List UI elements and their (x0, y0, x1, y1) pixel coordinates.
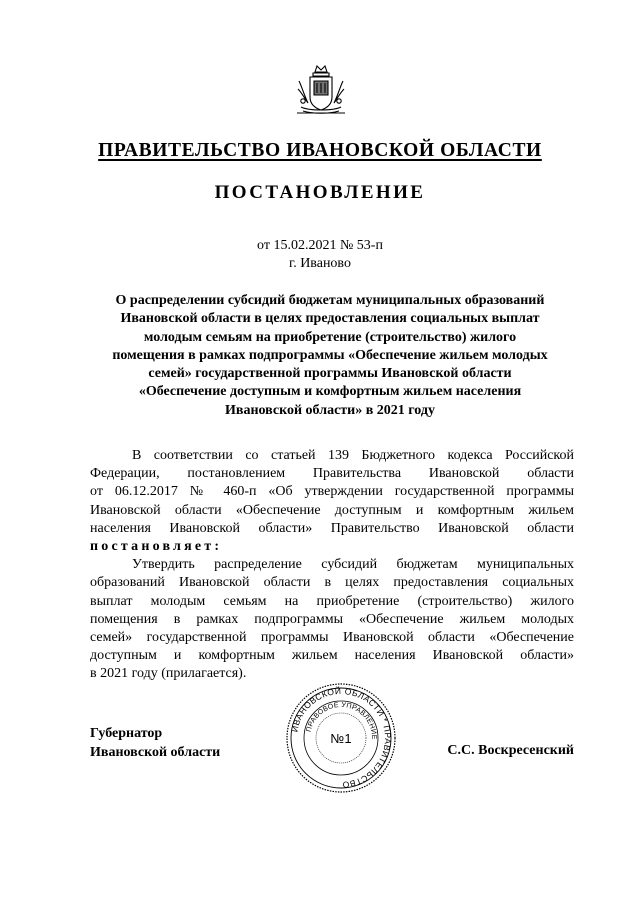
ivanovo-coat-of-arms-icon (293, 63, 349, 121)
body-line: образований Ивановской области в целях предоставления социальных (90, 575, 574, 591)
body-line: выплат молодым семьям на приобретение (строительство) жилого (90, 593, 574, 609)
government-name: ПРАВИТЕЛЬСТВО ИВАНОВСКОЙ ОБЛАСТИ (98, 140, 542, 161)
document-type: ПОСТАНОВЛЕНИЕ (214, 182, 426, 203)
body-line: В соответствии со статьей 139 Бюджетного кодекса Российской (132, 448, 574, 463)
title-line: О распределении субсидий бюджетам муниципальных образований (115, 293, 545, 308)
body-line: в 2021 году (прилагается). (90, 666, 247, 682)
government-heading (0, 140, 640, 162)
title-line: Ивановской области в целях предоставления социальных выплат (120, 311, 540, 327)
seal-outer-text: ИВАНОВСКОЙ ОБЛАСТИ * ПРАВИТЕЛЬСТВО (289, 685, 394, 791)
body-line: от 06.12.2017 № 460-п «Об утверждении государственной программы (90, 484, 574, 500)
round-stamp-icon (285, 682, 397, 794)
body-line: Утвердить распределение субсидий бюджетам муниципальных (132, 557, 574, 573)
title-line: семей» государственной программы Ивановской области (148, 366, 512, 382)
role-line: Губернатор (90, 726, 163, 741)
document-title (86, 292, 574, 420)
body-line: населения Ивановской области» Правительство Ивановской области (90, 520, 574, 536)
city: г. Иваново (289, 256, 351, 271)
title-line: «Обеспечение доступным и комфортным жильем населения (138, 384, 522, 400)
body-line: помещения в рамках подпрограммы «Обеспечение жильем молодых (90, 611, 574, 627)
body-line: Ивановской области «Обеспечение доступным и комфортным жильем (90, 502, 574, 518)
title-line: Ивановской области» в 2021 году (225, 402, 435, 418)
body-line: доступным и комфортным жильем населения Ивановской области» (90, 648, 574, 664)
title-line: помещения в рамках подпрограммы «Обеспечение жильем молодых (112, 347, 548, 363)
signatory-role (90, 724, 220, 762)
resolves-word: постановляет: (90, 538, 223, 554)
seal-inner-text: ПРАВОВОЕ УПРАВЛЕНИЕ (305, 701, 378, 740)
date-and-number: от 15.02.2021 № 53-п (257, 238, 383, 253)
body-line: семей» государственной программы Ивановской области «Обеспечение (90, 629, 574, 645)
role-line: Ивановской области (90, 745, 221, 760)
title-line: молодым семьям на приобретение (строительство) жилого (143, 329, 517, 345)
seal-number: №1 (330, 731, 352, 746)
signatory-name: С.С. Воскресенский (447, 743, 574, 758)
body-line: Федерации, постановлением Правительства Ивановской области (90, 466, 574, 482)
document-body (90, 447, 574, 683)
